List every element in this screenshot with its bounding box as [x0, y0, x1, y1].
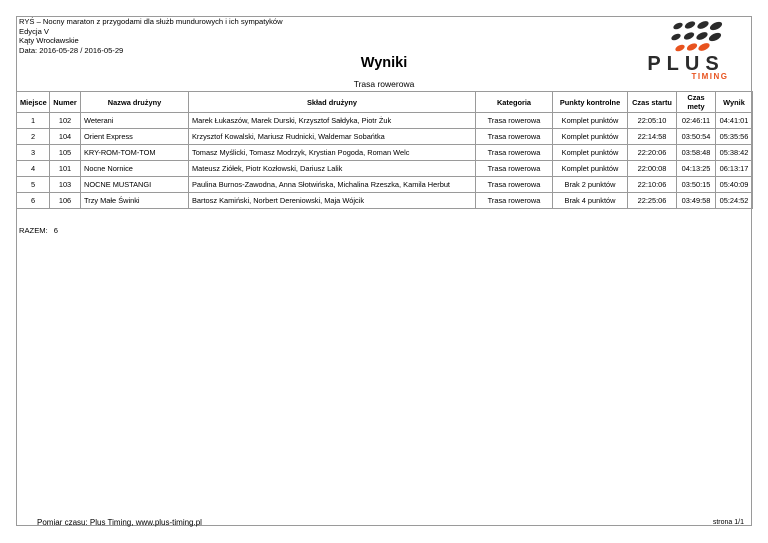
total-row: [19, 226, 58, 235]
cell-start-time: 22:25:06: [628, 193, 677, 209]
cell-start-time: 22:05:10: [628, 113, 677, 129]
cell-start-time: 22:14:58: [628, 129, 677, 145]
cell-start-time: 22:20:06: [628, 145, 677, 161]
table-row: [17, 177, 753, 193]
event-header: [19, 17, 283, 55]
cell-checkpoints: Brak 2 punktów: [553, 177, 628, 193]
cell-team-name: NOCNE MUSTANGI: [81, 177, 189, 193]
cell-number: 106: [50, 193, 81, 209]
cell-category: Trasa rowerowa: [476, 161, 553, 177]
cell-result: 05:40:09: [716, 177, 753, 193]
table-row: [17, 193, 753, 209]
table-row: [17, 145, 753, 161]
cell-result: 05:35:56: [716, 129, 753, 145]
cell-place: 4: [17, 161, 50, 177]
event-date: Data: 2016-05-28 / 2016-05-29: [19, 45, 124, 55]
cell-finish-time: 04:13:25: [677, 161, 716, 177]
cell-finish-time: 03:58:48: [677, 145, 716, 161]
cell-checkpoints: Komplet punktów: [553, 129, 628, 145]
cell-place: 5: [17, 177, 50, 193]
cell-checkpoints: Brak 4 punktów: [553, 193, 628, 209]
plus-timing-logo: [628, 20, 744, 80]
cell-finish-time: 02:46:11: [677, 113, 716, 129]
event-name: RYŚ – Nocny maraton z przygodami dla służb mundurowych i ich sympatyków: [19, 17, 283, 26]
cell-start-time: 22:00:08: [628, 161, 677, 177]
cell-finish-time: 03:50:54: [677, 129, 716, 145]
cell-team-name: KRY-ROM-TOM-TOM: [81, 145, 189, 161]
col-header-team-name: Nazwa drużyny: [81, 92, 189, 113]
col-header-category: Kategoria: [476, 92, 553, 113]
event-location: Kąty Wrocławskie: [19, 36, 79, 46]
cell-members: Paulina Burnos-Zawodna, Anna Słotwińska, Michalina Rzeszka, Kamila Herbut: [189, 177, 476, 193]
col-header-number: Numer: [50, 92, 81, 113]
cell-number: 101: [50, 161, 81, 177]
col-header-finish-time: Czas mety: [677, 92, 716, 113]
logo-sub: TIMING: [691, 72, 729, 80]
cell-members: Krzysztof Kowalski, Mariusz Rudnicki, Waldemar Sobańtka: [189, 129, 476, 145]
logo-word: PLUS: [647, 53, 725, 75]
cell-number: 102: [50, 113, 81, 129]
cell-result: 06:13:17: [716, 161, 753, 177]
col-header-members: Skład drużyny: [189, 92, 476, 113]
cell-result: 04:41:01: [716, 113, 753, 129]
page-title: Wyniki: [360, 55, 408, 71]
cell-result: 05:38:42: [716, 145, 753, 161]
cell-checkpoints: Komplet punktów: [553, 145, 628, 161]
total-value: 6: [53, 226, 58, 235]
cell-finish-time: 03:50:15: [677, 177, 716, 193]
cell-number: 105: [50, 145, 81, 161]
event-edition: Edycja V: [19, 26, 49, 36]
table-row: [17, 129, 753, 145]
cell-checkpoints: Komplet punktów: [553, 113, 628, 129]
footer-credit: Pomiar czasu: Plus Timing, www.plus-timing.pl: [37, 518, 202, 527]
table-header-row: [17, 92, 753, 113]
cell-number: 103: [50, 177, 81, 193]
table-row: [17, 113, 753, 129]
page-number: strona 1/1: [712, 519, 744, 526]
table-row: [17, 161, 753, 177]
cell-finish-time: 03:49:58: [677, 193, 716, 209]
cell-category: Trasa rowerowa: [476, 193, 553, 209]
cell-start-time: 22:10:06: [628, 177, 677, 193]
cell-members: Tomasz Myślicki, Tomasz Modrzyk, Krystian Pogoda, Roman Welc: [189, 145, 476, 161]
cell-members: Marek Łukaszów, Marek Durski, Krzysztof Sałdyka, Piotr Żuk: [189, 113, 476, 129]
cell-members: Bartosz Kamiński, Norbert Dereniowski, Maja Wójcik: [189, 193, 476, 209]
results-table: [16, 91, 753, 209]
cell-place: 2: [17, 129, 50, 145]
cell-team-name: Orient Express: [81, 129, 189, 145]
col-header-result: Wynik: [716, 92, 753, 113]
cell-team-name: Weterani: [81, 113, 189, 129]
col-header-place: Miejsce: [17, 92, 50, 113]
cell-place: 3: [17, 145, 50, 161]
cell-members: Mateusz Ziółek, Piotr Kozłowski, Dariusz Lalik: [189, 161, 476, 177]
total-label: RAZEM:: [19, 226, 48, 235]
cell-place: 1: [17, 113, 50, 129]
col-header-start-time: Czas startu: [628, 92, 677, 113]
cell-category: Trasa rowerowa: [476, 145, 553, 161]
cell-number: 104: [50, 129, 81, 145]
cell-place: 6: [17, 193, 50, 209]
cell-category: Trasa rowerowa: [476, 177, 553, 193]
cell-team-name: Trzy Małe Świnki: [81, 193, 189, 209]
cell-checkpoints: Komplet punktów: [553, 161, 628, 177]
cell-category: Trasa rowerowa: [476, 129, 553, 145]
col-header-checkpoints: Punkty kontrolne: [553, 92, 628, 113]
cell-result: 05:24:52: [716, 193, 753, 209]
cell-category: Trasa rowerowa: [476, 113, 553, 129]
page-subtitle: Trasa rowerowa: [353, 79, 415, 89]
cell-team-name: Nocne Nornice: [81, 161, 189, 177]
